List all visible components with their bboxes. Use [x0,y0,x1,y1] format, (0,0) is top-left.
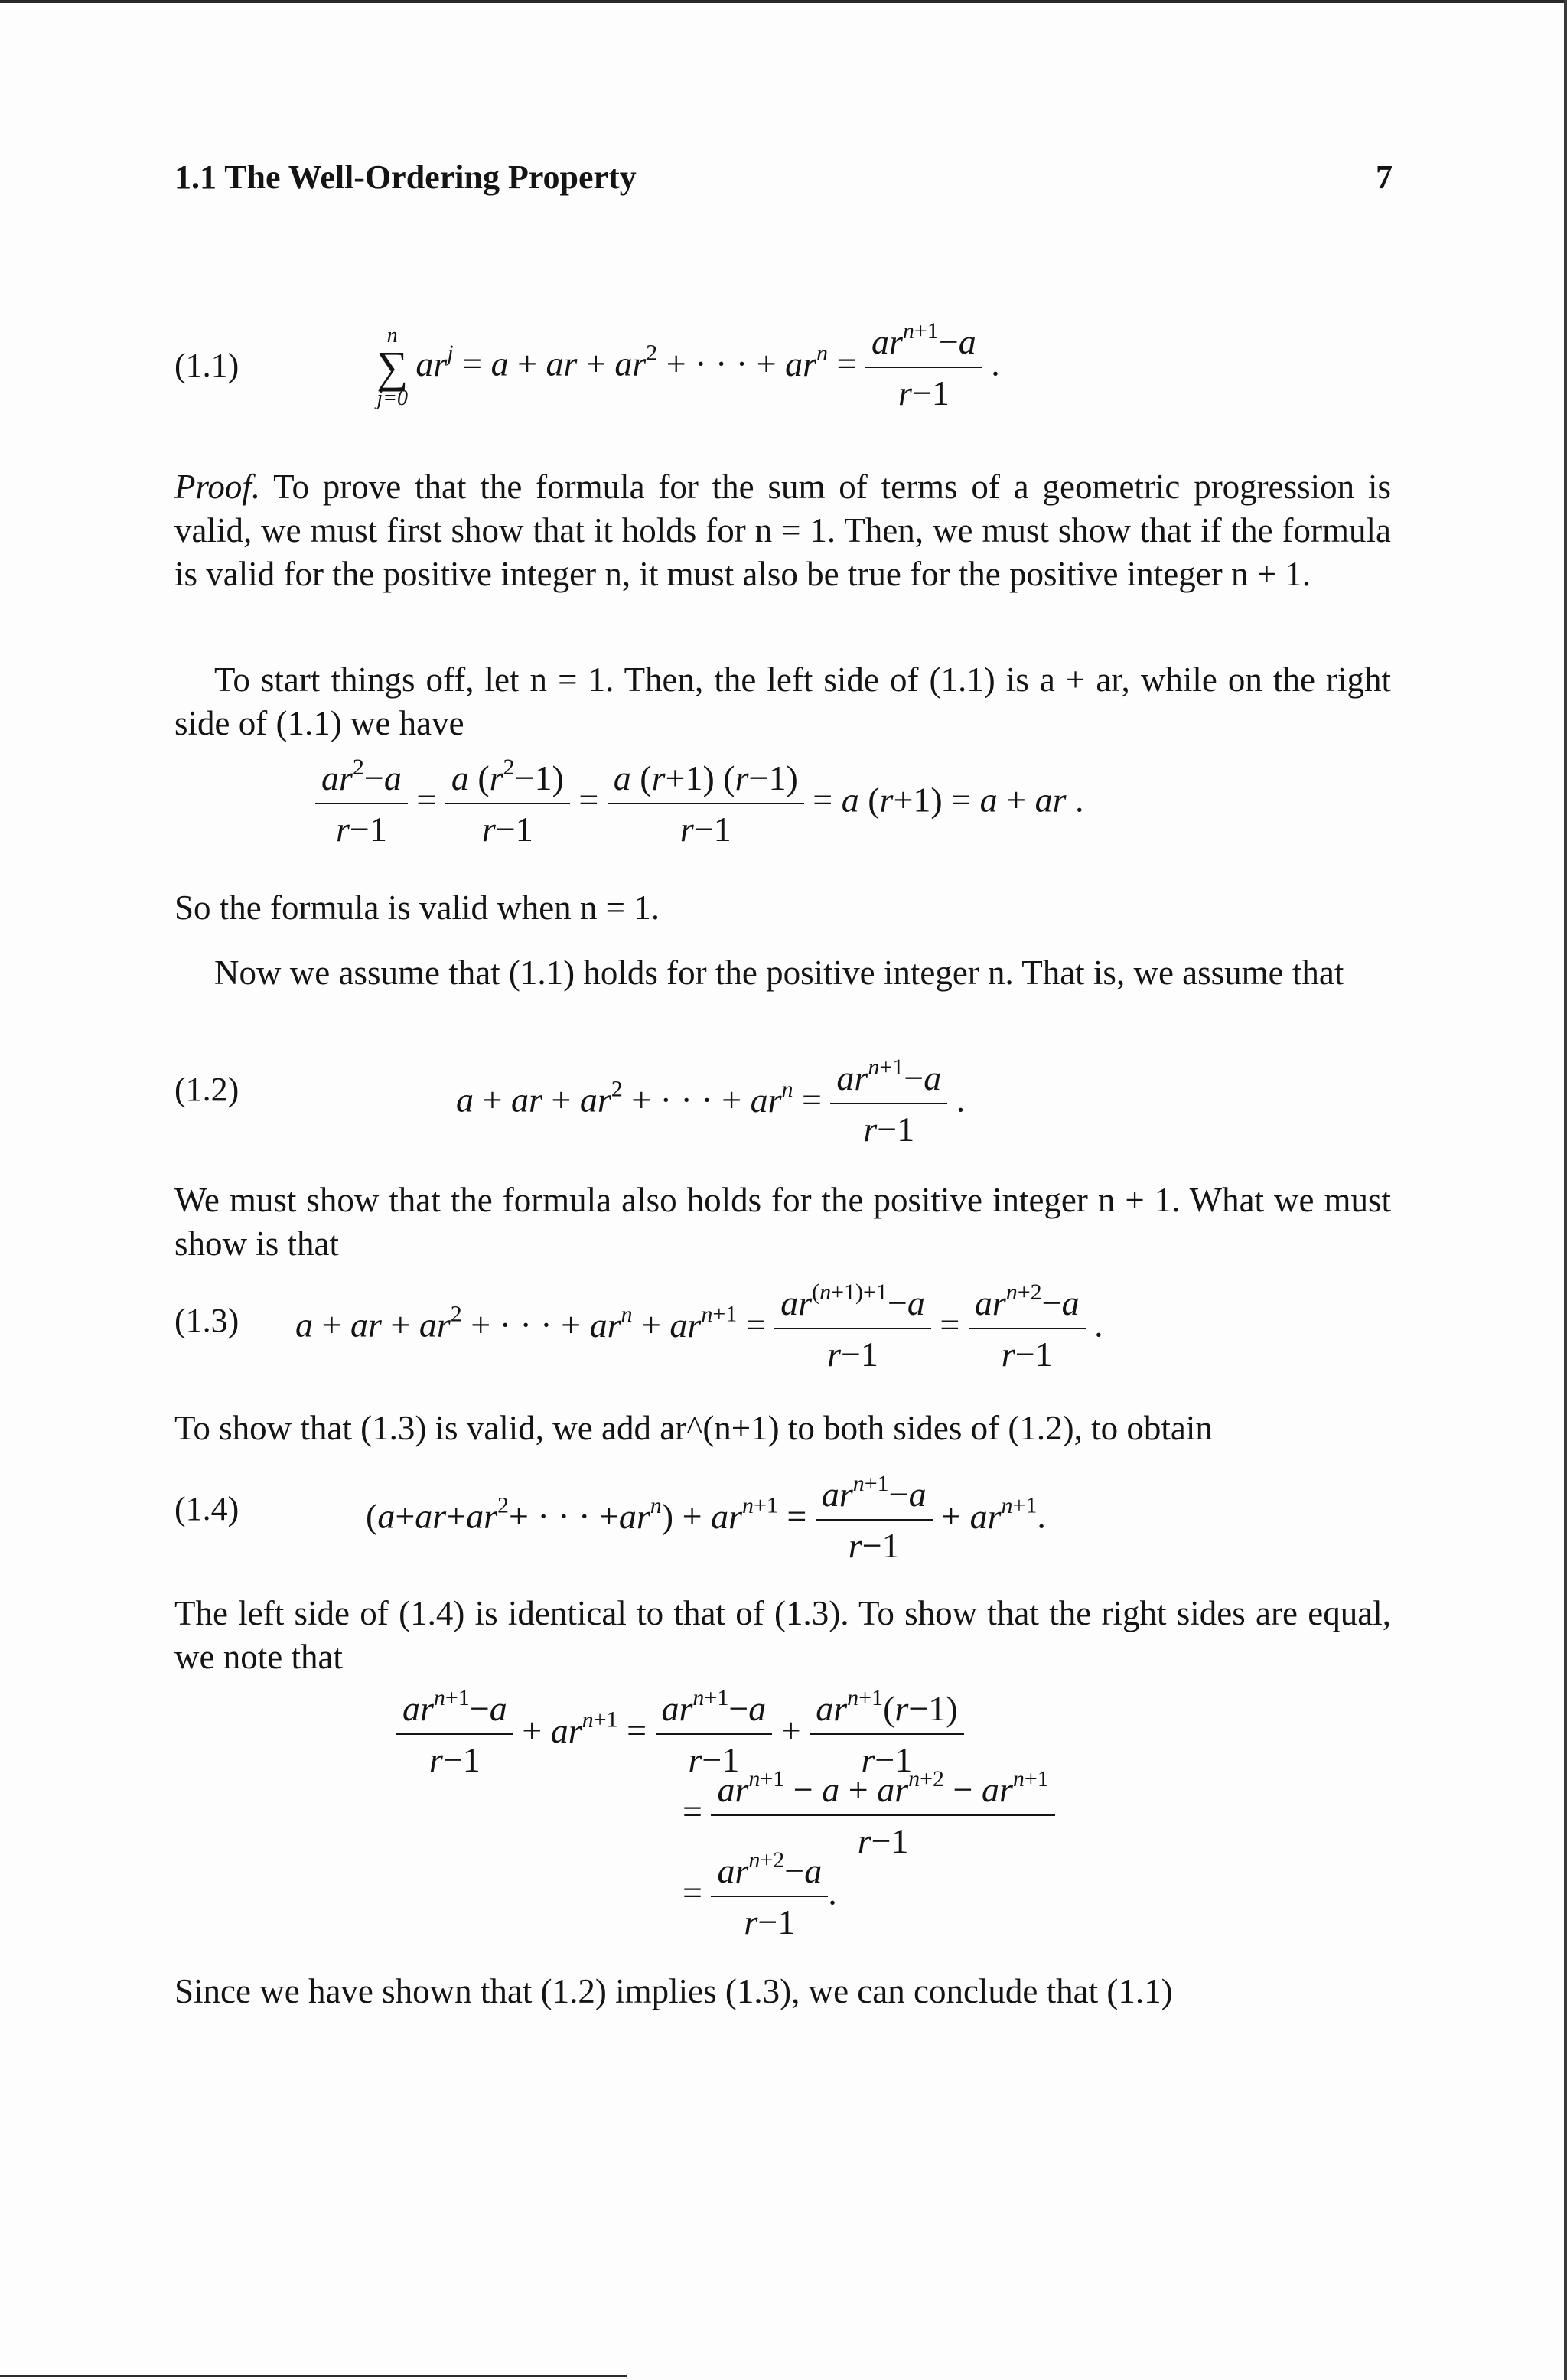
section-title: 1.1 The Well-Ordering Property [174,158,637,196]
equation-1-2: a + ar + $ar^2$ + · · · + $ar^n$ = $\frac{ar^{n+1}-a}{r-1}$ . [456,1055,966,1149]
paragraph-start: To start things off, let n = 1. Then, the left side of (1.1) is a + ar, while on the right side of (1.1) we have [174,660,1391,742]
paragraph-since: Since we have shown that (1.2) implies (1.3), we can conclude that (1.1) [174,1972,1173,2010]
paragraph-assume: Now we assume that (1.1) holds for the positive integer n. That is, we assume that [214,954,1344,992]
scan-edge-bottom [0,2375,627,2377]
equation-number: (1.3) [174,1302,239,1339]
scan-edge-top [0,0,1567,3]
equation-right-side-line-1: $\frac{ar^{n+1}-a}{r-1}$ + $ar^{n+1}$ = $\frac{ar^{n+1}-a}{r-1}$ + $\frac{ar^{n+1}(r-1)}{r-1}$ [396,1688,964,1780]
proof-paragraph [174,465,1391,596]
equation-right-side-line-3: = $\frac{ar^{n+2}-a}{r-1}$ . [683,1847,837,1941]
running-head [174,158,1393,204]
equation-number: (1.4) [174,1490,239,1527]
scan-edge-right [1564,0,1567,2380]
paragraph-must-show: We must show that the formula also holds for the positive integer n + 1. What we must show is that [174,1181,1391,1263]
proof-label: Proof. [174,468,261,506]
paragraph-valid: So the formula is valid when n = 1. [174,888,660,927]
equation-1-4: ($a+ar+ar^2+$ · · · $+ar^n) + ar^{n+1}$ = $\frac{ar^{n+1}-a}{r-1}$ + $ar^{n+1}$. [366,1471,1046,1565]
equation-number: (1.2) [174,1071,239,1108]
proof-text: To prove that the formula for the sum of terms of a geometric progression is valid, we must first show that it holds for n = 1. Then, we must show that if the formula is valid for the positive integer n, it must also be true for the positive integer n + 1. [174,468,1391,593]
summation: n ∑ j=0 [376,324,409,410]
page-number: 7 [1376,158,1393,196]
equation-1-3: a + ar + $ar^2$ + · · · + $ar^n + ar^{n+1}$ = $\frac{ar^{(n+1)+1}-a}{r-1}$ = $\frac{ar^{n+2}-a}{r-1}$ . [295,1280,1103,1374]
paragraph-left-side: The left side of (1.4) is identical to that of (1.3). To show that the right sides are equal, we note that [174,1594,1391,1676]
paragraph-to-show: To show that (1.3) is valid, we add ar^(n+1) to both sides of (1.2), to obtain [174,1409,1213,1447]
equation-right-side-line-2: = $\frac{ar^{n+1} - a + ar^{n+2} - ar^{n+1}}{r-1}$ [683,1769,1055,1861]
fraction: $\frac{ar^{n+1}-a}{r-1}$ [865,321,982,413]
equation-n-equals-1: $\frac{ar^2-a}{r-1}$ = $\frac{a (r^2-1)}{r-1}$ = $\frac{a (r+1) (r-1)}{r-1}$ = a (r+1) = a + ar . [315,758,1084,849]
equation-1-1: n ∑ j=0 $ar^j = a$ + ar + $ar^2$ + · · · + $ar^n$ = $\frac{ar^{n+1}-a}{r-1}$ . [376,318,1000,412]
equation-number: (1.1) [174,347,239,384]
